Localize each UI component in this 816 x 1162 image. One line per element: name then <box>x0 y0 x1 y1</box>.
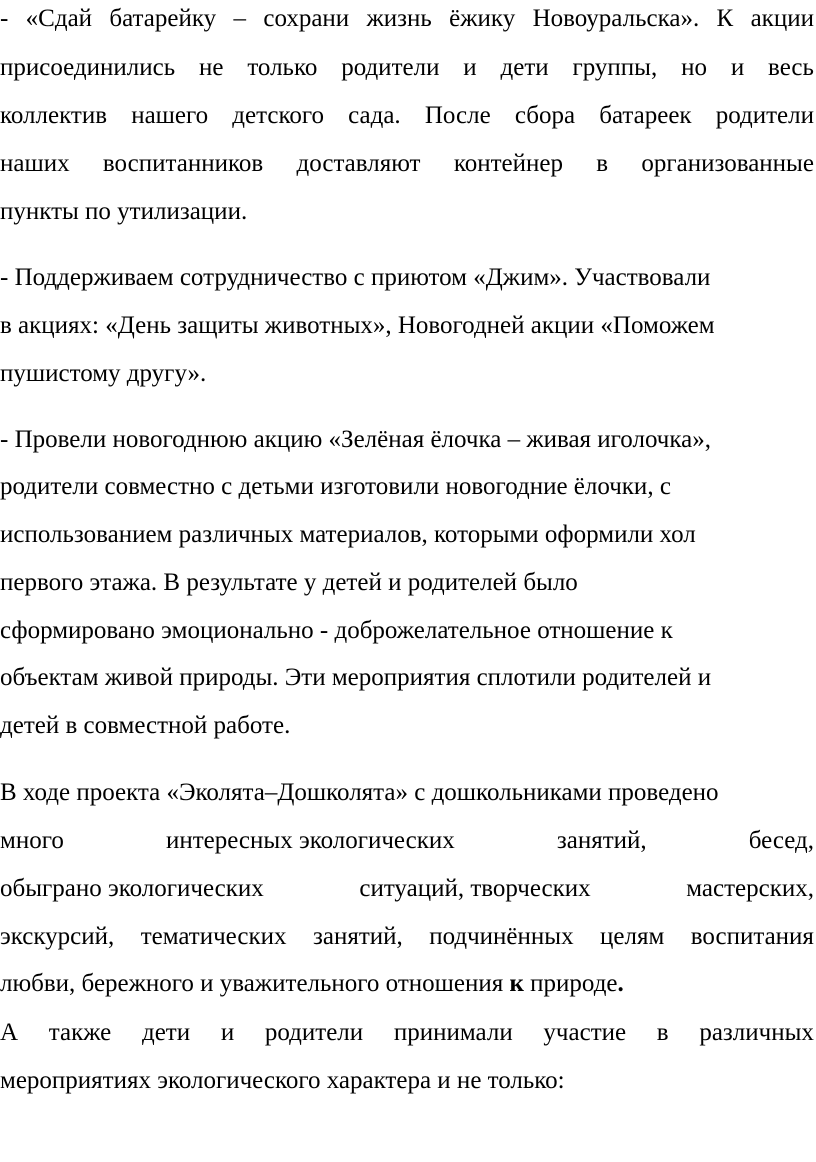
text-line: - Провели новогоднюю акцию «Зелёная ёлочка – живая иголочка», <box>0 426 711 453</box>
text-line: использованием различных материалов, которыми оформили хол <box>0 521 696 548</box>
bold-period: . <box>617 970 624 997</box>
bold-word: к <box>509 970 524 997</box>
text-line: - Поддерживаем сотрудничество с приютом «Джим». Участвовали <box>0 264 711 291</box>
text-line: любви, бережного и уважительного отношения к природе. <box>0 970 624 997</box>
text-line: экскурсий, тематических занятий, подчинённых целям воспитания <box>0 923 814 950</box>
text-line: родители совместно с детьми изготовили новогодние ёлочки, с <box>0 473 671 500</box>
text-line: в акциях: «День защиты животных», Новогодней акции «Поможем <box>0 312 715 339</box>
text-line: детей в совместной работе. <box>0 712 291 739</box>
text-line: А также дети и родители принимали участие в различных <box>0 1019 814 1046</box>
text-line: пушистому другу». <box>0 360 207 387</box>
text-line: объектам живой природы. Эти мероприятия сплотили родителей и <box>0 664 712 691</box>
text-line: - «Сдай батарейку – сохрани жизнь ёжику Новоуральска». К акции <box>0 5 814 32</box>
text-line: сформировано эмоционально - доброжелательное отношение к <box>0 617 673 644</box>
text-line: наших воспитанников доставляют контейнер в организованные <box>0 150 814 177</box>
text-line: присоединились не только родители и дети группы, но и весь <box>0 54 814 81</box>
text-line: много интересных экологических занятий, бесед, <box>0 827 814 854</box>
text-line: пункты по утилизации. <box>0 198 248 225</box>
text-line: обыграно экологических ситуаций, творческих мастерских, <box>0 875 814 902</box>
text-line: первого этажа. В результате у детей и родителей было <box>0 569 578 596</box>
text-line: мероприятиях экологического характера и не только: <box>0 1067 565 1094</box>
text-line: коллектив нашего детского сада. После сбора батареек родители <box>0 102 814 129</box>
text-line: В ходе проекта «Эколята–Дошколята» с дошкольниками проведено <box>0 779 719 806</box>
